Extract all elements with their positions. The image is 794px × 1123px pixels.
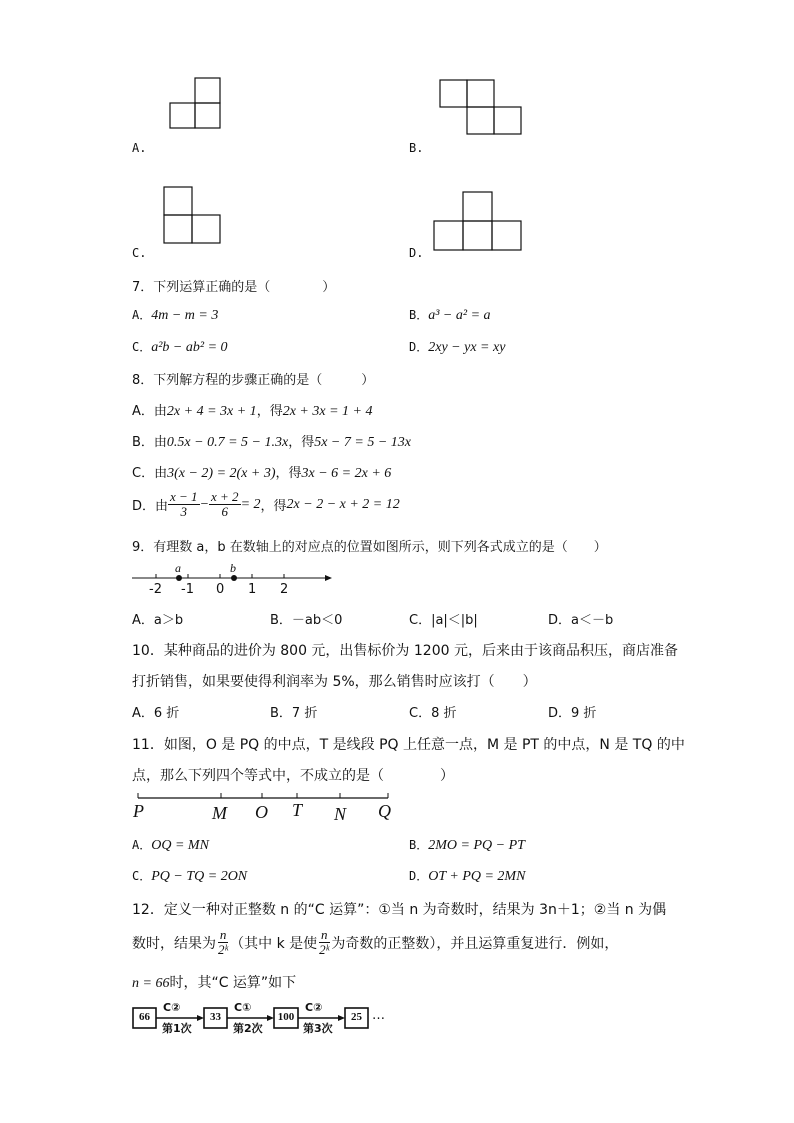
- tick-label-neg2: -2: [149, 582, 162, 597]
- q11-b-expr: 2MO = PQ − PT: [428, 838, 525, 853]
- q8-c-eq1: 3(x − 2) = 2(x + 3): [167, 466, 276, 481]
- flow-box-25: 25: [351, 1011, 362, 1023]
- number-line-label-a: a: [175, 561, 181, 575]
- net-shape-a: [160, 70, 230, 132]
- q12-line2-part-c: 为奇数的正整数），并且运算重复进行．例如，: [331, 935, 619, 952]
- q6-option-c-label[interactable]: C.: [132, 246, 147, 260]
- q8-b-eq1: 0.5x − 0.7 = 5 − 1.3x: [166, 435, 289, 450]
- q8-a-eq2: 2x + 3x = 1 + 4: [282, 404, 373, 419]
- q7-option-a[interactable]: [132, 306, 218, 324]
- q8-b-label: B．由: [132, 435, 167, 450]
- tick-label-2: 2: [280, 582, 289, 597]
- segment-point-m: M: [212, 803, 227, 823]
- q7-b-label: B．: [409, 308, 429, 322]
- flow-op-2: C①: [234, 1001, 252, 1014]
- q10-option-d[interactable]: D．9 折: [548, 706, 597, 721]
- tick-label-1: 1: [248, 582, 257, 597]
- segment-point-n: N: [334, 804, 347, 824]
- q9-option-b[interactable]: B．－ab＜0: [270, 613, 343, 628]
- q8-d-minus: −: [199, 496, 210, 512]
- q7-c-label: C．: [132, 340, 152, 354]
- tick-label-0: 0: [216, 582, 225, 597]
- tick-label-neg1: -1: [181, 582, 194, 597]
- q7-d-label: D．: [409, 340, 429, 354]
- q9-option-d[interactable]: D．a＜－b: [548, 613, 614, 628]
- flow-step-1: 第1次: [162, 1022, 192, 1035]
- q7-a-expr: 4m − m = 3: [151, 308, 219, 323]
- q12-line-2: [132, 928, 618, 957]
- q11-option-a[interactable]: [132, 836, 209, 854]
- flow-box-33: 33: [210, 1011, 221, 1023]
- q10-line-1: 10．某种商品的进价为 800 元，出售标价为 1200 元，后来由于该商品积压，商店准备: [132, 643, 678, 659]
- q8-d-mid: ，得: [260, 499, 287, 514]
- q11-option-d[interactable]: [409, 867, 525, 885]
- q12-fraction-1: $\frac{n}{\text{2ᵏ}}$: [218, 927, 229, 957]
- segment-point-q: Q: [378, 801, 391, 821]
- q8-d-fraction-2: $\frac{x + 2}{6}$: [211, 489, 239, 519]
- q10-option-a[interactable]: A．6 折: [132, 706, 180, 721]
- q9-stem: 9．有理数 a，b 在数轴上的对应点的位置如图所示，则下列各式成立的是（ ）: [132, 540, 607, 555]
- flow-step-2: 第2次: [233, 1022, 263, 1035]
- flow-step-3: 第3次: [303, 1022, 333, 1035]
- flow-box-66: 66: [139, 1011, 150, 1023]
- net-shape-c: [156, 180, 228, 250]
- q12-n-value: n = 66: [132, 976, 170, 991]
- q8-option-b[interactable]: [132, 431, 411, 451]
- q11-a-expr: OQ = MN: [151, 838, 209, 853]
- q8-option-a[interactable]: [132, 400, 372, 420]
- q8-b-eq2: 5x − 7 = 5 − 13x: [314, 435, 411, 450]
- q7-b-expr: a³ − a² = a: [428, 308, 491, 323]
- net-shape-d: [428, 186, 528, 252]
- net-shape-b: [432, 72, 532, 138]
- flow-op-3: C②: [305, 1001, 323, 1014]
- q11-d-label: D．: [409, 869, 429, 883]
- q8-b-mid: ，得: [288, 435, 315, 450]
- q7-stem: 7．下列运算正确的是（ ）: [132, 280, 336, 295]
- q8-c-mid: ，得: [275, 466, 302, 481]
- q9-option-a[interactable]: A．a＞b: [132, 613, 184, 628]
- q10-option-b[interactable]: B．7 折: [270, 706, 318, 721]
- q9-option-c[interactable]: C．|a|＜|b|: [409, 613, 478, 628]
- q12-line2-part-a: 数时，结果为: [132, 935, 216, 952]
- segment-point-o: O: [255, 802, 268, 822]
- q11-option-b[interactable]: [409, 836, 525, 854]
- number-line-label-b: b: [230, 561, 236, 575]
- q8-c-label: C．由: [132, 466, 168, 481]
- q8-a-mid: ，得: [256, 404, 283, 419]
- segment-point-t: T: [292, 800, 303, 820]
- q6-option-b-label[interactable]: B.: [409, 141, 424, 155]
- q8-a-eq1: 2x + 4 = 3x + 1: [166, 404, 257, 419]
- q8-d-eq2: 2x − 2 − x + 2 = 12: [286, 496, 400, 512]
- q11-a-label: A．: [132, 838, 152, 852]
- segment-point-p: P: [133, 801, 144, 821]
- q7-option-d[interactable]: [409, 338, 505, 356]
- q8-a-label: A．由: [132, 404, 167, 419]
- q11-option-c[interactable]: [132, 867, 247, 885]
- q8-d-label: D．由: [132, 499, 169, 514]
- q11-c-label: C．: [132, 869, 152, 883]
- flow-op-1: C②: [163, 1001, 181, 1014]
- q8-option-c[interactable]: [132, 462, 391, 482]
- q8-d-fraction-1: $\frac{x - 1}{3}$: [170, 489, 198, 519]
- q12-line3-rest: 时，其“C 运算”如下: [169, 975, 297, 991]
- q7-option-b[interactable]: [409, 306, 491, 324]
- q11-d-expr: OT + PQ = 2MN: [428, 869, 526, 884]
- q8-c-eq2: 3x − 6 = 2x + 6: [301, 466, 392, 481]
- q6-option-a-label[interactable]: A.: [132, 141, 147, 155]
- q8-option-d[interactable]: [132, 490, 400, 519]
- q12-line-3: [132, 972, 296, 992]
- q12-line-1: 12．定义一种对正整数 n 的“C 运算”：①当 n 为奇数时，结果为 3n＋1；②当 n 为偶: [132, 902, 667, 918]
- flow-box-100: 100: [277, 1011, 295, 1023]
- q12-fraction-2: $\frac{n}{\text{2ᵏ}}$: [319, 927, 330, 957]
- flow-ellipsis: …: [372, 1008, 385, 1023]
- q6-option-d-label[interactable]: D.: [409, 246, 424, 260]
- q10-line-2: 打折销售，如果要使得利润率为 5%，那么销售时应该打（ ）: [132, 674, 537, 690]
- q11-line-2: 点，那么下列四个等式中，不成立的是（ ）: [132, 768, 454, 784]
- q10-option-c[interactable]: C．8 折: [409, 706, 457, 721]
- q7-option-c[interactable]: [132, 338, 228, 356]
- q12-line2-part-b: （其中 k 是使: [230, 935, 318, 952]
- q7-c-expr: a²b − ab² = 0: [151, 340, 228, 355]
- q11-c-expr: PQ − TQ = 2ON: [151, 869, 248, 884]
- q8-stem: 8．下列解方程的步骤正确的是（ ）: [132, 373, 375, 388]
- q11-b-label: B．: [409, 838, 429, 852]
- q7-a-label: A．: [132, 308, 152, 322]
- q11-line-1: 11．如图，O 是 PQ 的中点，T 是线段 PQ 上任意一点，M 是 PT 的中点，N 是 TQ 的中: [132, 737, 685, 753]
- q7-d-expr: 2xy − yx = xy: [428, 340, 506, 355]
- q8-d-eqrest: = 2: [240, 496, 261, 512]
